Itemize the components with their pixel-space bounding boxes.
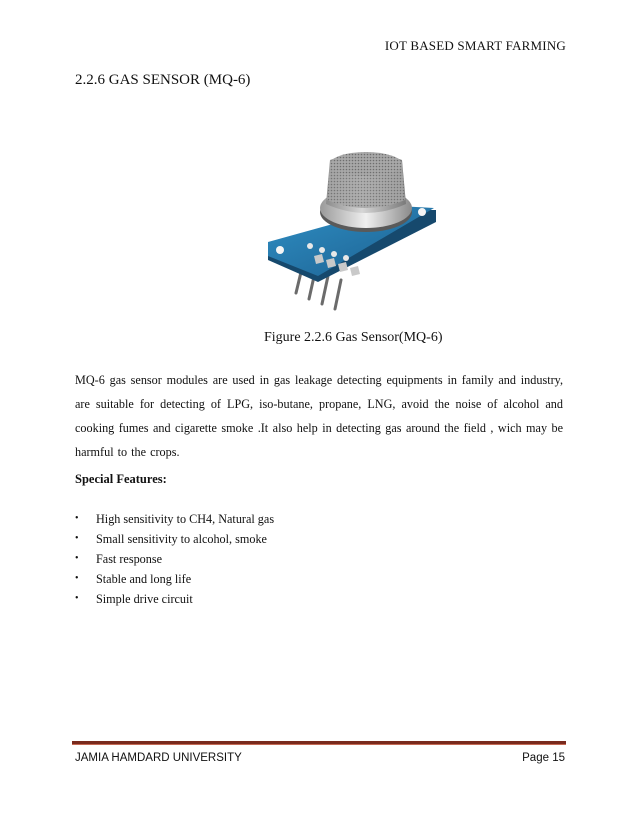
figure-caption: Figure 2.2.6 Gas Sensor(MQ-6) bbox=[264, 330, 443, 345]
bullet-icon: • bbox=[75, 593, 79, 604]
features-heading: Special Features: bbox=[75, 472, 167, 486]
list-item: • Stable and long life bbox=[75, 569, 274, 589]
running-header: IOT BASED SMART FARMING bbox=[384, 38, 566, 53]
section-title: 2.2.6 GAS SENSOR (MQ-6) bbox=[75, 72, 251, 88]
bullet-icon: • bbox=[75, 513, 79, 524]
bullet-icon: • bbox=[75, 573, 79, 584]
bullet-icon: • bbox=[75, 533, 79, 544]
bullet-icon: • bbox=[75, 553, 79, 564]
list-item: • Small sensitivity to alcohol, smoke bbox=[75, 529, 274, 549]
feature-list bbox=[75, 509, 274, 609]
footer-university: JAMIA HAMDARD UNIVERSITY bbox=[75, 752, 242, 764]
list-item: • High sensitivity to CH4, Natural gas bbox=[75, 509, 274, 529]
page-number: Page 15 bbox=[522, 752, 565, 764]
footer-divider bbox=[72, 741, 566, 745]
body-paragraph: MQ-6 gas sensor modules are used in gas leakage detecting equipments in family and industry, are suitable for detecting of LPG, iso-butane, propane, LNG, avoid the noise of alcohol and cooking fumes and cigarette smoke .It also help in detecting gas around the field , wich may be harmful to the crops. bbox=[75, 373, 563, 459]
gas-sensor-icon bbox=[258, 150, 446, 315]
list-item: • Simple drive circuit bbox=[75, 589, 274, 609]
list-item: • Fast response bbox=[75, 549, 274, 569]
gas-sensor-module-image bbox=[258, 150, 446, 315]
